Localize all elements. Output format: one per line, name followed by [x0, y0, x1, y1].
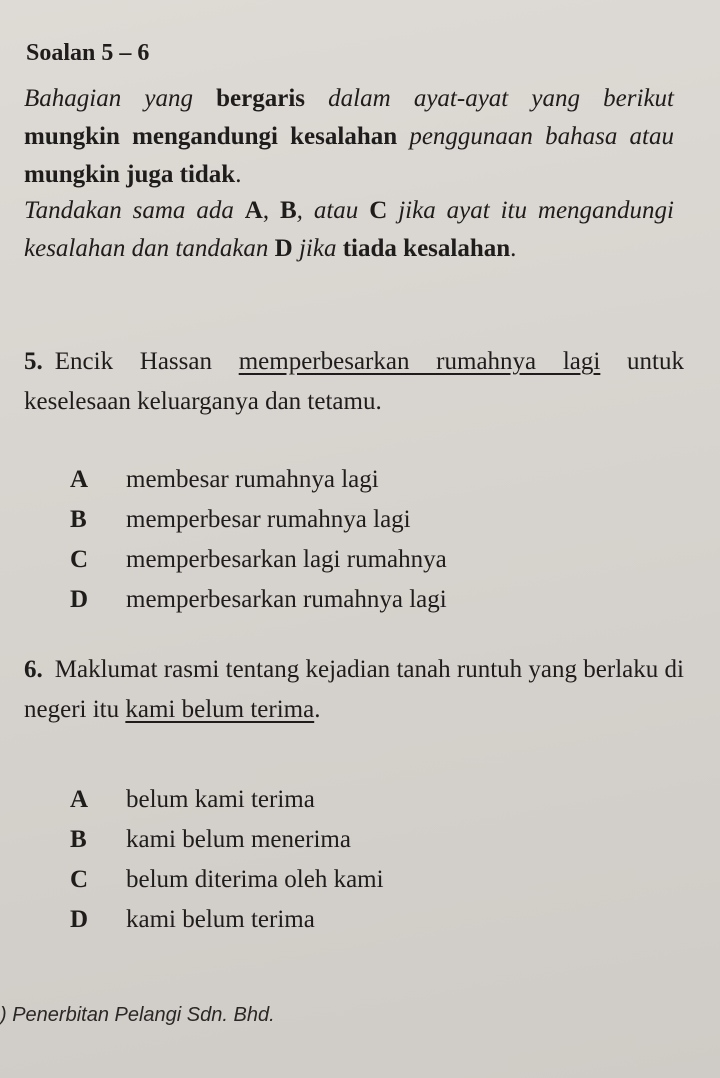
option-letter: C [70, 866, 89, 893]
option-b[interactable] [70, 820, 384, 860]
option-a[interactable] [70, 460, 447, 500]
option-letter: B [70, 826, 87, 853]
instruction-punct: , [262, 197, 280, 224]
instruction-bold: mungkin juga tidak [24, 161, 236, 188]
question-number: 6. [24, 656, 43, 683]
option-letter: A [70, 786, 89, 813]
instruction-bold: C [369, 197, 388, 224]
option-c[interactable] [70, 540, 447, 580]
instruction-bold: mungkin mengandungi kesalahan [24, 123, 398, 150]
option-letter: A [70, 466, 89, 493]
option-letter: D [70, 906, 89, 933]
instruction-bold: A [244, 197, 263, 224]
option-d[interactable] [70, 900, 384, 940]
question-text: untuk keselesaan keluarganya dan tetamu. [24, 348, 685, 415]
instruction-text: jika [292, 235, 343, 262]
underlined-phrase: kami belum terima [125, 696, 315, 723]
option-text: memperbesarkan lagi rumahnya [126, 546, 447, 573]
instruction-text: jika ayat itu mengandungi kesalahan dan tandakan [24, 197, 674, 262]
publisher-footer: ) Penerbitan Pelangi Sdn. Bhd. [0, 1004, 275, 1026]
option-letter: B [70, 506, 87, 533]
question-text: Encik Hassan [54, 348, 239, 375]
option-text: memperbesar rumahnya lagi [126, 506, 411, 533]
instruction-bold: B [279, 197, 297, 224]
option-letter: D [70, 586, 89, 613]
option-text: belum diterima oleh kami [126, 866, 384, 893]
option-b[interactable] [70, 500, 447, 540]
instruction-bold: tiada kesalahan [342, 235, 511, 262]
option-a[interactable] [70, 780, 384, 820]
instruction-text: Bahagian yang [24, 85, 217, 112]
question-number: 5. [24, 348, 43, 375]
question-5-options [70, 460, 447, 620]
option-text: memperbesarkan rumahnya lagi [126, 586, 447, 613]
instruction-text: , atau [296, 197, 370, 224]
instruction-text: dalam ayat-ayat yang berikut [305, 85, 674, 112]
option-text: kami belum terima [126, 906, 315, 933]
instruction-text: Tandakan sama ada [24, 197, 245, 224]
question-6 [24, 650, 684, 730]
instruction-text: penggunaan bahasa atau [397, 123, 674, 150]
option-text: membesar rumahnya lagi [126, 466, 379, 493]
option-text: belum kami terima [126, 786, 315, 813]
instruction-bold: bergaris [216, 85, 306, 112]
question-5 [24, 342, 684, 422]
instruction-paragraph-2 [24, 192, 674, 268]
option-c[interactable] [70, 860, 384, 900]
question-6-options [70, 780, 384, 940]
instruction-punct: . [235, 161, 242, 188]
question-text: Maklumat rasmi tentang kejadian tanah runtuh yang berlaku di negeri itu [24, 656, 684, 723]
section-title: Soalan 5 – 6 [26, 40, 150, 66]
option-text: kami belum menerima [126, 826, 351, 853]
option-letter: C [70, 546, 89, 573]
instruction-punct: . [510, 235, 517, 262]
instruction-paragraph-1 [24, 80, 674, 194]
option-d[interactable] [70, 580, 447, 620]
underlined-phrase: memperbesarkan rumahnya lagi [238, 348, 601, 375]
instruction-bold: D [274, 235, 293, 262]
question-text: . [314, 696, 321, 723]
